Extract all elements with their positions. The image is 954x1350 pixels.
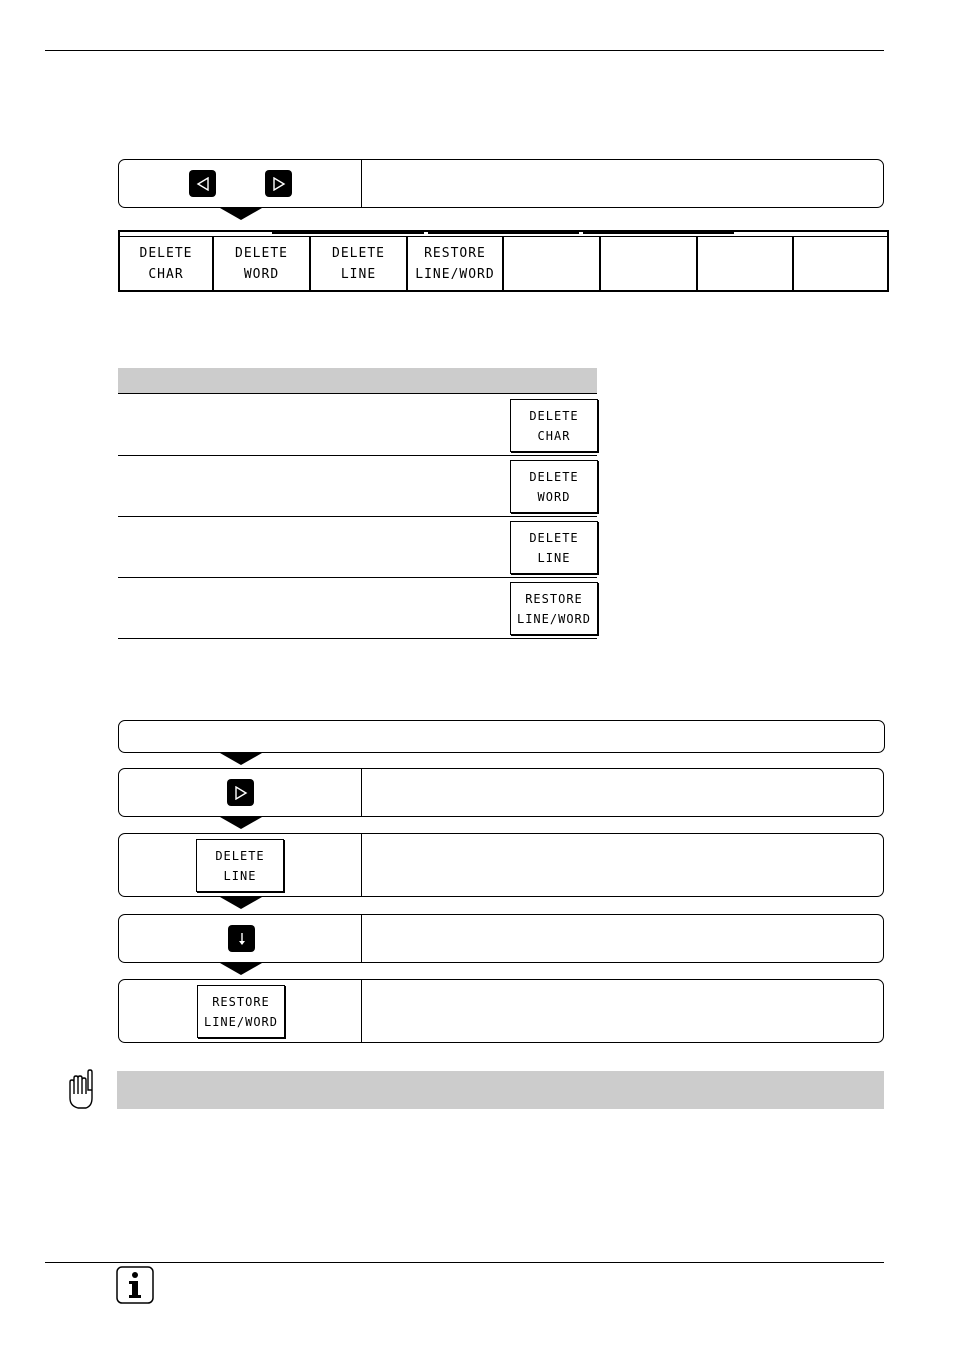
step-divider <box>361 980 362 1042</box>
table-row-divider <box>118 638 597 639</box>
softkey-bar-indicator <box>428 232 579 234</box>
connector-arrow <box>220 753 262 765</box>
softkey-empty[interactable] <box>601 237 698 291</box>
softkey-delete-char[interactable] <box>120 237 214 291</box>
key-label-2: LINE <box>537 550 571 565</box>
info-icon <box>116 1266 154 1304</box>
table-key-delete-line[interactable] <box>510 521 598 574</box>
example-intro-box <box>118 720 885 753</box>
step-divider <box>361 834 362 896</box>
softkey-label-1: DELETE <box>235 246 288 261</box>
step-divider <box>361 915 362 962</box>
arrow-left-icon <box>196 177 210 191</box>
arrow-right-icon <box>272 177 286 191</box>
softkey-label-2: LINE <box>340 267 377 282</box>
key-label-2: WORD <box>537 489 571 504</box>
softkey-label-2: WORD <box>243 267 280 282</box>
softkey-label-2: CHAR <box>148 267 184 282</box>
footer-rule <box>45 1262 884 1263</box>
key-label-2: LINE/WORD <box>203 1014 279 1029</box>
cursor-keys-step <box>118 159 884 208</box>
table-row-divider <box>118 516 597 517</box>
note-bar <box>117 1071 884 1109</box>
key-label-2: LINE <box>223 868 257 883</box>
softkey-bar-indicator <box>583 232 734 234</box>
table-key-delete-word[interactable] <box>510 460 598 513</box>
arrow-down-key[interactable] <box>228 925 255 952</box>
arrow-down-icon <box>235 931 249 947</box>
step-key-restore-line-word[interactable] <box>197 985 285 1038</box>
softkey-bar-indicator <box>272 232 424 234</box>
table-row-divider <box>118 455 597 456</box>
header-rule <box>45 50 884 51</box>
key-label-1: DELETE <box>215 848 265 863</box>
step-divider <box>361 769 362 816</box>
softkey-delete-word[interactable] <box>214 237 311 291</box>
key-label-1: RESTORE <box>212 994 270 1009</box>
step-divider <box>361 160 362 207</box>
softkey-label-1: DELETE <box>139 246 193 261</box>
connector-arrow <box>220 208 262 220</box>
connector-arrow <box>220 897 262 909</box>
key-label-1: DELETE <box>529 530 579 545</box>
key-label-2: CHAR <box>537 428 571 443</box>
softkey-label-2: LINE/WORD <box>415 267 495 282</box>
pointing-hand-icon <box>64 1068 96 1110</box>
function-table-header <box>118 368 597 393</box>
arrow-left-key[interactable] <box>189 170 216 197</box>
arrow-right-key[interactable] <box>265 170 292 197</box>
arrow-right-icon <box>234 786 248 800</box>
connector-arrow <box>220 963 262 975</box>
softkey-empty[interactable] <box>504 237 601 291</box>
step-key-delete-line[interactable] <box>196 839 284 892</box>
softkey-delete-line[interactable] <box>311 237 408 291</box>
softkey-restore-line-word[interactable] <box>408 237 504 291</box>
key-label-1: DELETE <box>529 469 579 484</box>
key-label-2: LINE/WORD <box>516 611 592 626</box>
softkey-label-1: DELETE <box>332 246 385 261</box>
table-key-restore-line-word[interactable] <box>510 582 598 635</box>
softkey-empty[interactable] <box>794 237 887 291</box>
table-row-divider <box>118 577 597 578</box>
key-label-1: RESTORE <box>525 591 583 606</box>
softkey-empty[interactable] <box>698 237 794 291</box>
key-label-1: DELETE <box>529 408 579 423</box>
connector-arrow <box>220 817 262 829</box>
table-key-delete-char[interactable] <box>510 399 598 452</box>
arrow-right-key[interactable] <box>227 779 254 806</box>
table-row-divider <box>118 393 597 394</box>
softkey-label-1: RESTORE <box>424 246 486 261</box>
